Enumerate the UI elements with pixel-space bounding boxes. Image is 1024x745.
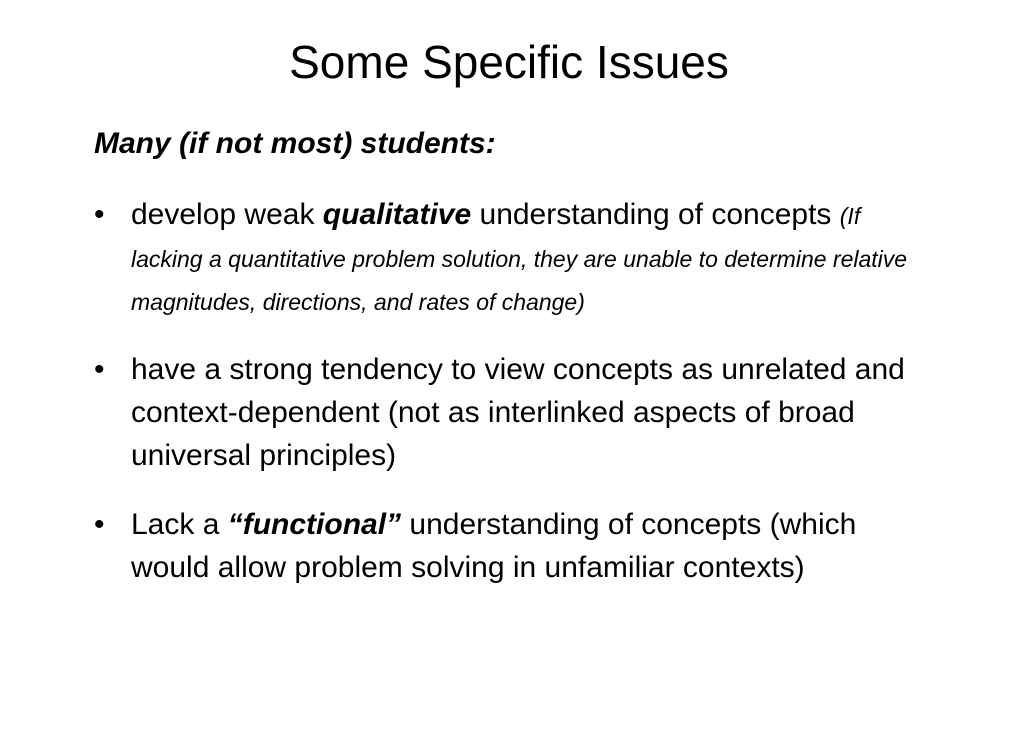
bullet-text-post: understanding of concepts (which would allow problem solving in unfamiliar contexts) bbox=[131, 508, 857, 584]
bullet-text-pre: develop weak bbox=[131, 198, 323, 231]
bullet-list bbox=[94, 193, 934, 589]
slide-subheading: Many (if not most) students: bbox=[94, 127, 496, 160]
bullet-emphasis: “functional” bbox=[227, 508, 402, 541]
bullet-item-qualitative bbox=[94, 193, 934, 322]
slide-title: Some Specific Issues bbox=[289, 36, 729, 88]
bullet-item-functional bbox=[94, 503, 934, 589]
bullet-emphasis: qualitative bbox=[322, 198, 472, 231]
bullet-marker: • bbox=[94, 353, 105, 386]
bullet-text: have a strong tendency to view concepts as unrelated and context-dependent (not as interlinked aspects of broad universal principles) bbox=[131, 353, 905, 472]
bullet-item-unrelated-concepts bbox=[94, 348, 934, 477]
bullet-text-post: understanding of concepts bbox=[471, 198, 840, 231]
bullet-text-pre: Lack a bbox=[131, 508, 228, 541]
bullet-marker: • bbox=[94, 198, 105, 231]
bullet-note: (If lacking a quantitative problem solution, they are unable to determine relative magnitudes, directions, and rates of change) bbox=[131, 203, 908, 315]
bullet-marker: • bbox=[94, 508, 105, 541]
